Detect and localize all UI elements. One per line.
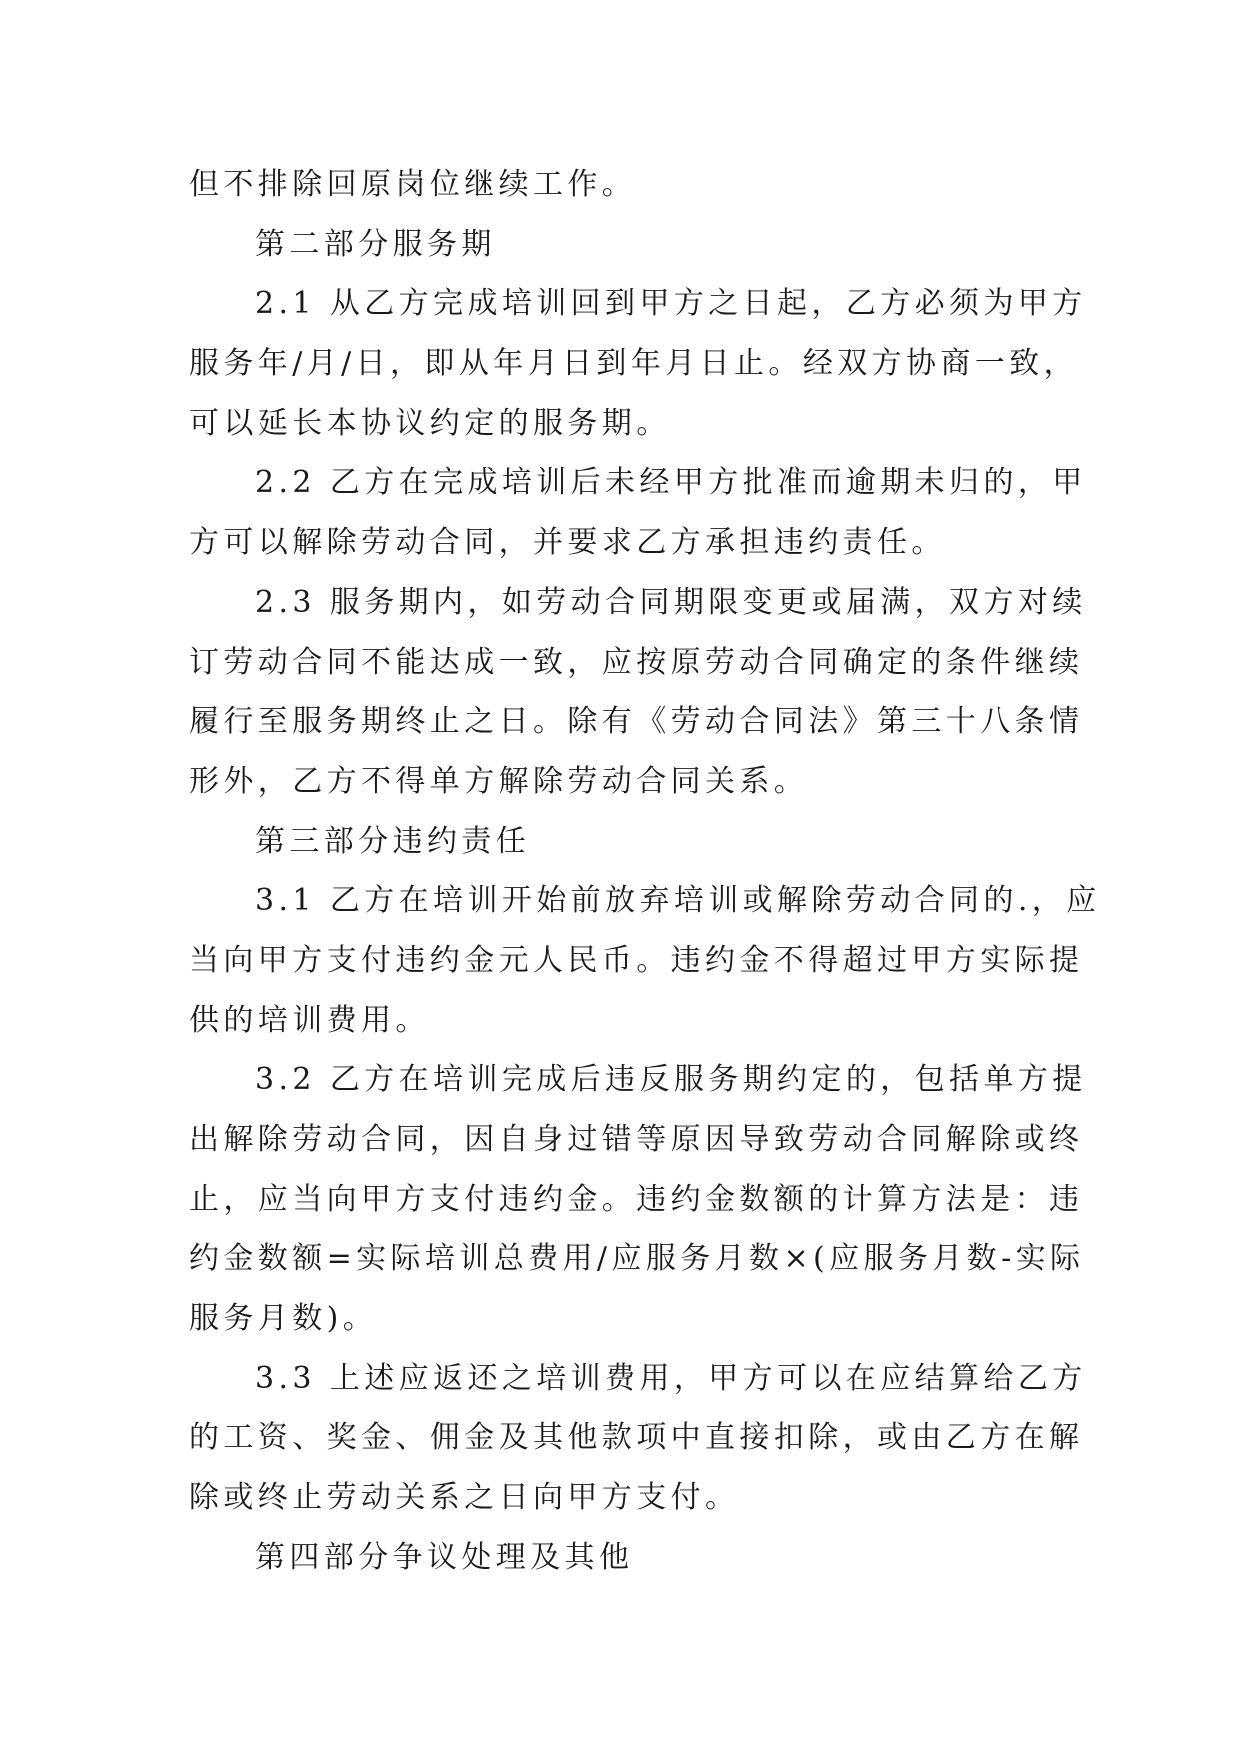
text-line: 除或终止劳动关系之日向甲方支付。 [189, 1480, 740, 1516]
text-line: 服务月数)。 [189, 1301, 378, 1337]
text-line: 的工资、奖金、佣金及其他款项中直接扣除，或由乙方在解 [189, 1420, 1084, 1456]
text-line: 止，应当向甲方支付违约金。违约金数额的计算方法是：违 [189, 1181, 1084, 1217]
text-line: 3.1 乙方在培训开始前放弃培训或解除劳动合同的.，应 [255, 883, 1101, 919]
text-line: 2.1 从乙方完成培训回到甲方之日起，乙方必须为甲方 [255, 286, 1087, 322]
text-line: 但不排除回原岗位继续工作。 [189, 167, 637, 202]
section-heading: 第二部分服务期 [255, 226, 496, 262]
text-line: 当向甲方支付违约金元人民币。违约金不得超过甲方实际提 [189, 942, 1084, 978]
text-line: 供的培训费用。 [189, 1002, 430, 1038]
text-line: 方可以解除劳动合同，并要求乙方承担违约责任。 [189, 525, 946, 561]
section-heading: 第四部分争议处理及其他 [255, 1539, 634, 1575]
document-body [189, 155, 1101, 1588]
text-line: 订劳动合同不能达成一致，应按原劳动合同确定的条件继续 [189, 644, 1084, 680]
text-line: 可以延长本协议约定的服务期。 [189, 405, 671, 441]
text-line: 2.3 服务期内，如劳动合同期限变更或届满，双方对续 [255, 584, 1087, 620]
text-line: 履行至服务期终止之日。除有《劳动合同法》第三十八条情 [189, 704, 1084, 740]
text-line: 3.3 上述应返还之培训费用，甲方可以在应结算给乙方 [255, 1360, 1087, 1396]
text-line: 3.2 乙方在培训完成后违反服务期约定的，包括单方提 [255, 1062, 1087, 1098]
section-heading: 第三部分违约责任 [255, 823, 531, 859]
text-line: 形外，乙方不得单方解除劳动合同关系。 [189, 763, 809, 799]
text-line: 约金数额=实际培训总费用/应服务月数×(应服务月数-实际 [189, 1241, 1085, 1277]
text-line: 服务年/月/日，即从年月日到年月日止。经双方协商一致， [189, 346, 1079, 382]
text-line: 出解除劳动合同，因自身过错等原因导致劳动合同解除或终 [189, 1122, 1084, 1157]
text-line: 2.2 乙方在完成培训后未经甲方批准而逾期未归的，甲 [255, 465, 1087, 501]
